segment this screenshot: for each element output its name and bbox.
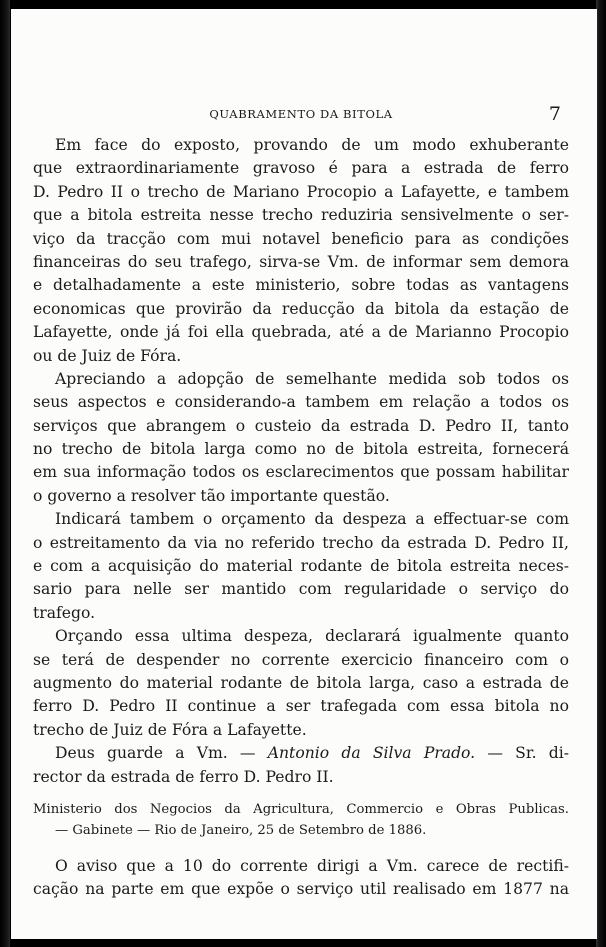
text-line: augmento do material rodante de bitola larga, caso a estrada de (33, 673, 569, 692)
ministry-date-line: — Gabinete — Rio de Janeiro, 25 de Setembro de 1886. (55, 823, 427, 838)
ministry-line: Ministerio dos Negocios da Agricultura, Commercio e Obras Publicas. (33, 802, 569, 817)
text-line: seus aspectos e considerando-a tambem em relação a todos os (33, 393, 569, 412)
text-line: trecho de Juiz de Fóra a Lafayette. (33, 720, 307, 739)
page-header (33, 103, 569, 125)
scan-right-edge (596, 0, 606, 947)
text-line: economicas que provirão da reducção da bitola da estação de (33, 299, 569, 318)
text-line: financeiras do seu trafego, sirva-se Vm. de informar sem demora (33, 252, 569, 271)
text-line: D. Pedro II o trecho de Mariano Procopio a Lafayette, e tambem (33, 182, 569, 201)
text-line: sario para nelle ser mantido com regularidade o serviço do (33, 580, 569, 599)
closing-line (33, 742, 569, 765)
text-line: serviços que abrangem o custeio da estrada D. Pedro II, tanto (33, 416, 569, 435)
text-line: viço da tracção com mui notavel beneficio para as condições (33, 229, 569, 248)
text-line: e detalhadamente a este ministerio, sobre todas as vantagens (33, 276, 569, 295)
text-line: O aviso que a 10 do corrente dirigi a Vm. carece de rectifi- (55, 857, 569, 875)
text-line: se terá de despender no corrente exercicio financeiro com o (33, 650, 569, 669)
text-line: Indicará tambem o orçamento da despeza a effectuar-se com (55, 510, 569, 529)
text-line: que a bitola estreita nesse trecho reduziria sensivelmente o ser- (33, 206, 569, 225)
text-line: e com a acquisição do material rodante de bitola estreita neces- (33, 557, 569, 576)
text-line: Orçando essa ultima despeza, declarará igualmente quanto (55, 627, 569, 646)
signatory-name: Antonio da Silva Prado. (267, 744, 476, 763)
next-paragraph (33, 855, 569, 902)
closing-end: — Sr. di- (475, 744, 569, 763)
text-line: trafego. (33, 603, 96, 622)
text-line: ou de Juiz de Fóra. (33, 346, 182, 365)
book-page (11, 9, 597, 939)
text-line: Apreciando a adopção de semelhante medida sob todos os (55, 369, 569, 388)
running-title: QUABRAMENTO DA BITOLA (209, 107, 393, 121)
text-line: em sua informação todos os esclarecimentos que possam habilitar (33, 463, 569, 482)
text-line: Lafayette, onde já foi ella quebrada, até a de Marianno Procopio (33, 323, 569, 342)
closing-line: rector da estrada de ferro D. Pedro II. (33, 767, 334, 786)
ministry-note (33, 799, 569, 841)
text-line: cação na parte em que expõe o serviço util realisado em 1877 na (33, 880, 569, 899)
text-line: que extraordinariamente gravoso é para a estrada de ferro (33, 159, 569, 178)
body-text (33, 134, 569, 789)
text-line: no trecho de bitola larga como no de bitola estreita, fornecerá (33, 440, 569, 459)
text-line: o estreitamento da via no referido trecho da estrada D. Pedro II, (33, 533, 569, 552)
text-line: o governo a resolver tão importante questão. (33, 486, 390, 505)
scan-left-edge (0, 0, 10, 947)
text-line: Em face do exposto, provando de um modo exhuberante (55, 136, 569, 154)
text-line: ferro D. Pedro II continue a ser trafegada com essa bitola no (33, 697, 569, 716)
closing-start: Deus guarde a Vm. — (55, 744, 268, 763)
page-number: 7 (548, 103, 561, 125)
